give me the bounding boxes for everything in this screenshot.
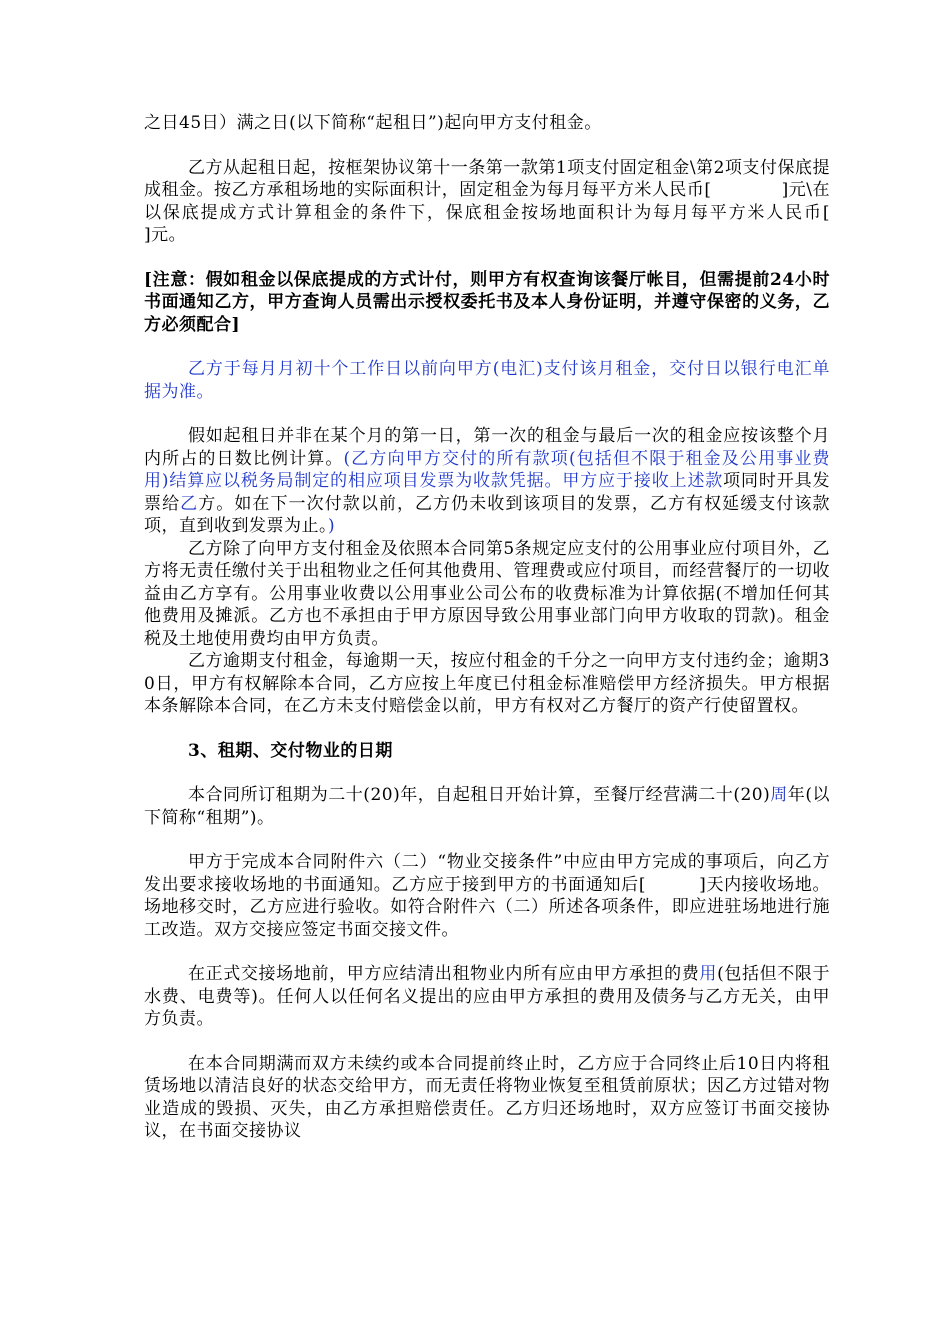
text-heading-term: 3、租期、交付物业的日期	[188, 740, 393, 761]
text-late-payment: 乙方逾期支付租金，每逾期一天，按应付租金的千分之一向甲方支付违约金；逾期30日，甲方有权解除本合同，乙方应按上年度已付租金标准赔偿甲方经济损失。甲方根据本条解除本合同，在乙方未支付赔偿金以前，甲方有权对乙方餐厅的资产行使留置权。	[144, 651, 830, 716]
contract-page	[144, 112, 883, 1143]
text-rent-start: 之日45日）满之日(以下简称“起租日”)起向甲方支付租金。	[144, 113, 602, 133]
text-invoice-intro: (乙方向甲方交付的所有款项(包括但不限于租金及公用事业费用)结算应以税务局制定的相应项目发票为收款凭据。甲方应于	[144, 448, 830, 491]
text-fees-char: 用	[699, 964, 718, 984]
paragraph-lease-term	[144, 784, 830, 829]
paragraph-fixed-rent	[144, 157, 883, 247]
text-defer-payment: 方。如在下一次付款以前，乙方仍未收到该项目的发票，乙方有权延缓支付该款项，直到收到发票为止。	[144, 493, 831, 536]
text-utilities: 乙方除了向甲方支付租金及依照本合同第5条规定应支付的公用事业应付项目外，乙方将无责任缴付关于出租物业之任何其他费用、管理费或应付项目，而经营餐厅的一切收益由乙方享有。公用事业收费以公用事业公司公布的收费标准为计算依据(不增加任何其他费用及摊派。乙方也不承担由于甲方原因导致公用事业部门向甲方收取的罚款)。租金税及土地使用费均由甲方负责。	[144, 538, 830, 649]
text-return-premises: 在本合同期满而双方未续约或本合同提前终止时，乙方应于合同终止后10日内将租赁场地以清洁良好的状态交给甲方，而无责任将物业恢复至租赁前原状；因乙方过错对物业造成的毁损、灭失，由乙方承担赔偿责任。乙方归还场地时，双方应签订书面交接协议，在书面交接协议	[144, 1053, 830, 1141]
text-fixed-rent: 乙方从起租日起，按框架协议第十一条第一款第1项支付固定租金\第2项支付保底提成租金。按乙方承租场地的实际面积计，固定租金为每月每平方米人民币[ ]元\在以保底提成方式计算租金的条件下，保底租金按场地面积计为每月每平方米人民币[ ]元。	[144, 157, 883, 245]
text-party-b: 乙	[180, 493, 199, 514]
text-settle-fees: 在正式交接场地前，甲方应结清出租物业内所有应由甲方承担的费	[188, 964, 700, 984]
paragraph-utilities	[144, 538, 830, 651]
text-close-paren: )	[328, 516, 336, 536]
paragraph-late-payment	[144, 650, 830, 718]
paragraph-settle-fees	[144, 963, 830, 1031]
text-payment-date: 乙方于每月月初十个工作日以前向甲方(电汇)支付该月租金，交付日以银行电汇单据为准。	[144, 359, 830, 402]
paragraph-return-premises	[144, 1053, 830, 1143]
text-issue-invoice: 项同时开具发票给	[144, 471, 830, 514]
text-lease-term-end: 年(以下简称“租期”)。	[144, 785, 830, 828]
text-lease-term: 本合同所订租期为二十(20)年，自起租日开始计算，至餐厅经营满二十(20)	[188, 785, 771, 805]
paragraph-note	[144, 269, 830, 337]
text-note: [注意：假如租金以保底提成的方式计付，则甲方有权查询该餐厅帐目，但需提前24小时书面通知乙方，甲方查询人员需出示授权委托书及本人身份证明，并遵守保密的义务，乙方必须配合]	[144, 269, 830, 335]
section-heading-term	[144, 740, 830, 763]
paragraph-handover	[144, 851, 830, 941]
paragraph-prorate-invoice	[144, 425, 830, 538]
text-handover: 甲方于完成本合同附件六（二）“物业交接条件”中应由甲方完成的事项后，向乙方发出要求接收场地的书面通知。乙方应于接到甲方的书面通知后[ ]天内接收场地。场地移交时，乙方应进行验收。如符合附件六（二）所述各项条件，即应进驻场地进行施工改造。双方交接应签定书面交接文件。	[144, 852, 830, 940]
paragraph-payment-date	[144, 358, 830, 403]
text-prorate: 假如起租日并非在某个月的第一日，第一次的租金与最后一次的租金应按该整个月内所占的日数比例计算。	[144, 426, 830, 469]
text-anniversary: 周	[770, 785, 788, 805]
text-settle-fees-end: (包括但不限于水费、电费等)。任何人以任何名义提出的应由甲方承担的费用及债务与乙方无关，由甲方负责。	[144, 964, 831, 1029]
text-receive-payment: 接收上述款	[633, 471, 724, 491]
paragraph-rent-start	[144, 112, 830, 135]
